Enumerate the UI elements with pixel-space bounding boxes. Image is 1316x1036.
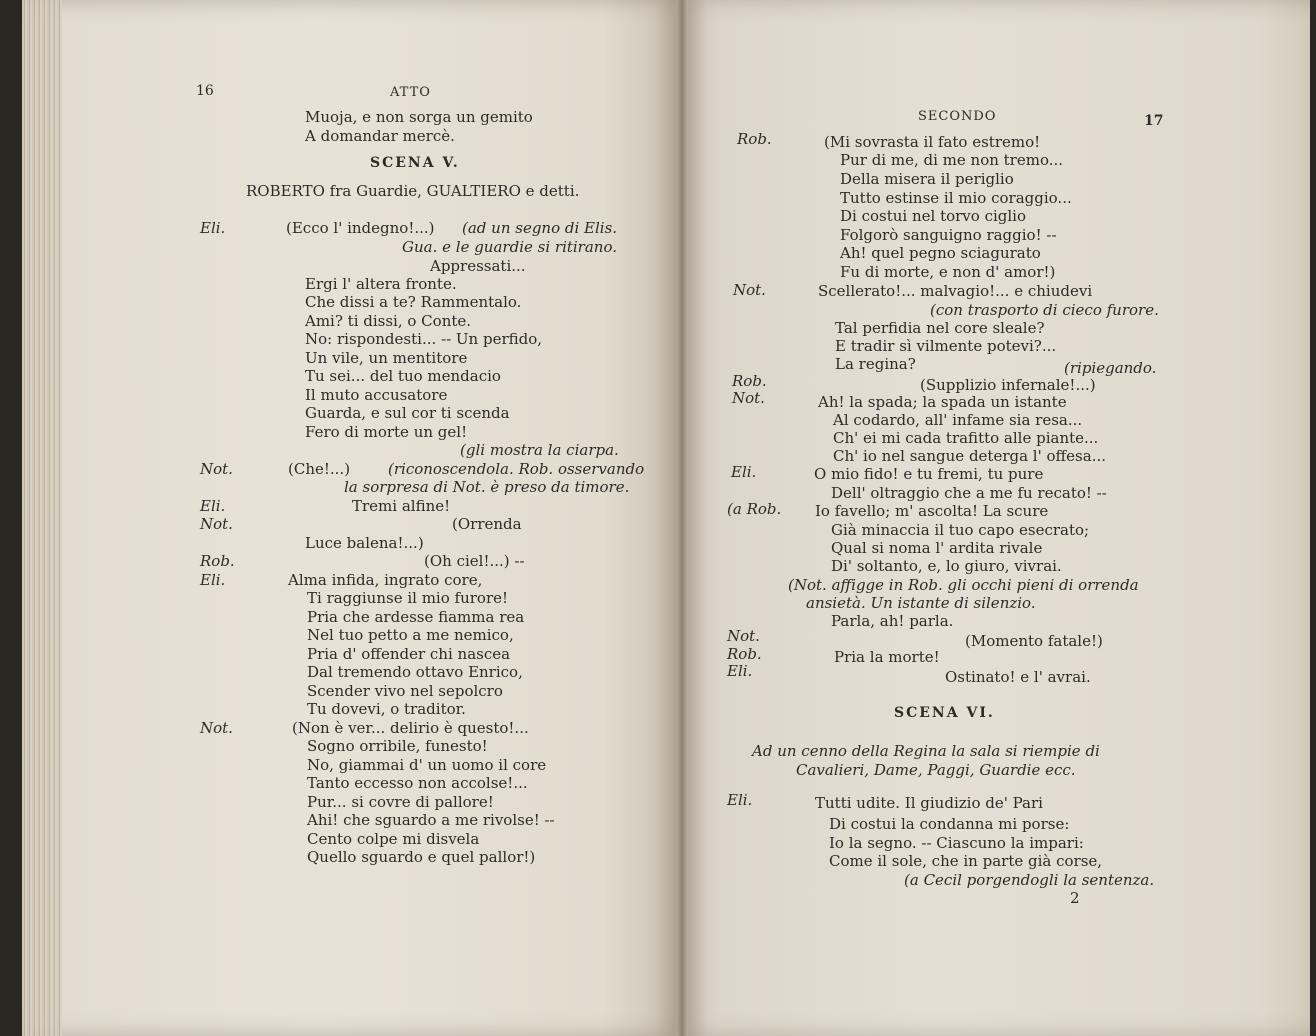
speaker-label: Not. <box>733 281 766 299</box>
verse-line: (Che!...) <box>288 460 351 478</box>
verse-line: Tremi alfine! <box>352 497 451 515</box>
stage-direction: (con trasporto di cieco furore. <box>930 301 1159 319</box>
verse-line: Tutto estinse il mio coraggio... <box>840 189 1072 207</box>
page-edges <box>22 0 62 1036</box>
stage-direction: (riconoscendola. Rob. osservando <box>388 460 645 478</box>
verse-line: Muoja, e non sorga un gemito <box>305 108 533 126</box>
verse-line: Scender vivo nel sepolcro <box>307 682 503 700</box>
verse-line: Già minaccia il tuo capo esecrato; <box>831 521 1090 539</box>
verse-line: (Orrenda <box>452 515 522 533</box>
verse-line: Un vile, un mentitore <box>305 349 468 367</box>
verse-line: Di' soltanto, e, lo giuro, vivrai. <box>831 557 1062 575</box>
verse-line: (Supplizio infernale!...) <box>920 376 1096 394</box>
scene-heading: SCENA VI. <box>894 705 995 721</box>
verse-line: Ostinato! e l' avrai. <box>945 668 1091 686</box>
verse-line: Folgorò sanguigno raggio! -- <box>840 226 1057 244</box>
verse-line: (Momento fatale!) <box>965 632 1103 650</box>
verse-line: Io la segno. -- Ciascuno la impari: <box>829 834 1084 852</box>
verse-line: O mio fido! e tu fremi, tu pure <box>814 465 1044 483</box>
stage-direction: (gli mostra la ciarpa. <box>460 441 619 459</box>
verse-line: Ti raggiunse il mio furore! <box>307 589 509 607</box>
speaker-label: Not. <box>200 460 233 478</box>
verse-line: Cento colpe mi disvela <box>307 830 480 848</box>
verse-line: Di costui la condanna mi porse: <box>829 815 1070 833</box>
verse-line: Pur di me, di me non tremo... <box>840 151 1064 169</box>
speaker-label: (a Rob. <box>727 500 782 518</box>
verse-line: Guarda, e sul cor ti scenda <box>305 404 510 422</box>
scene-heading: SCENA V. <box>370 155 460 171</box>
verse-line: (Ecco l' indegno!...) <box>286 219 435 237</box>
verse-line: Della misera il periglio <box>840 170 1014 188</box>
speaker-label: Rob. <box>732 372 767 390</box>
verse-line: Di costui nel torvo ciglio <box>840 207 1027 225</box>
speaker-label: Eli. <box>727 791 753 809</box>
verse-line: Io favello; m' ascolta! La scure <box>815 502 1049 520</box>
stage-direction: Cavalieri, Dame, Paggi, Guardie ecc. <box>796 761 1076 779</box>
verse-line: Al codardo, all' infame sia resa... <box>833 411 1083 429</box>
right-page-number: 17 <box>1144 113 1164 129</box>
verse-line: Appressati... <box>430 257 526 275</box>
verse-line: Come il sole, che in parte già corse, <box>829 852 1103 870</box>
verse-line: Luce balena!...) <box>305 534 424 552</box>
speaker-label: Not. <box>732 389 765 407</box>
verse-line: Quello sguardo e quel pallor!) <box>307 848 536 866</box>
verse-line: Tal perfidia nel core sleale? <box>835 319 1045 337</box>
verse-line: Sogno orribile, funesto! <box>307 737 488 755</box>
speaker-label: Eli. <box>731 463 757 481</box>
speaker-label: Rob. <box>727 645 762 663</box>
speaker-label: Not. <box>200 515 233 533</box>
verse-line: Nel tuo petto a me nemico, <box>307 626 514 644</box>
stage-direction: (ad un segno di Elis. <box>462 219 618 237</box>
signature-mark: 2 <box>1070 889 1080 907</box>
speaker-label: Eli. <box>200 571 226 589</box>
stage-direction: (a Cecil porgendogli la sentenza. <box>904 871 1155 889</box>
stage-direction: (ripiegando. <box>1064 359 1157 377</box>
verse-line: Ch' ei mi cada trafitto alle piante... <box>833 429 1099 447</box>
stage-direction: ansietà. Un istante di silenzio. <box>806 594 1036 612</box>
verse-line: Che dissi a te? Rammentalo. <box>305 293 522 311</box>
book-gutter <box>676 0 688 1036</box>
speaker-label: Rob. <box>737 130 772 148</box>
verse-line: E tradir sì vilmente potevi?... <box>835 337 1057 355</box>
speaker-label: Not. <box>727 627 760 645</box>
verse-line: Pur... si covre di pallore! <box>307 793 494 811</box>
verse-line: Parla, ah! parla. <box>831 612 954 630</box>
verse-line: Dal tremendo ottavo Enrico, <box>307 663 523 681</box>
left-page <box>22 0 682 1036</box>
verse-line: A domandar mercè. <box>305 127 455 145</box>
verse-line: (Non è ver... delirio è questo!... <box>292 719 529 737</box>
verse-line: Ami? ti dissi, o Conte. <box>305 312 472 330</box>
speaker-label: Rob. <box>200 552 235 570</box>
verse-line: No, giammai d' un uomo il core <box>307 756 547 774</box>
scene-cast: ROBERTO fra Guardie, GUALTIERO e detti. <box>246 182 580 200</box>
speaker-label: Eli. <box>200 219 226 237</box>
speaker-label: Eli. <box>727 662 753 680</box>
verse-line: Ah! la spada; la spada un istante <box>818 393 1067 411</box>
verse-line: Ahi! che sguardo a me rivolse! -- <box>307 811 555 829</box>
right-running-head: SECONDO <box>918 109 997 124</box>
verse-line: Il muto accusatore <box>305 386 448 404</box>
verse-line: Pria d' offender chi nascea <box>307 645 511 663</box>
left-page-number: 16 <box>196 83 214 99</box>
stage-direction: Ad un cenno della Regina la sala si riempie di <box>752 742 1100 760</box>
verse-line: La regina? <box>835 355 916 373</box>
verse-line: Pria la morte! <box>834 648 940 666</box>
verse-line: (Mi sovrasta il fato estremo! <box>824 133 1041 151</box>
verse-line: Fero di morte un gel! <box>305 423 468 441</box>
verse-line: Pria che ardesse fiamma rea <box>307 608 525 626</box>
verse-line: Tutti udite. Il giudizio de' Pari <box>815 794 1043 812</box>
verse-line: Ergi l' altera fronte. <box>305 275 457 293</box>
verse-line: Ah! quel pegno sciagurato <box>840 244 1041 262</box>
verse-line: Qual si noma l' ardita rivale <box>831 539 1043 557</box>
verse-line: Fu di morte, e non d' amor!) <box>840 263 1056 281</box>
verse-line: Tu sei... del tuo mendacio <box>305 367 501 385</box>
verse-line: Scellerato!... malvagio!... e chiudevi <box>818 282 1093 300</box>
verse-line: Tu dovevi, o traditor. <box>307 700 466 718</box>
speaker-label: Not. <box>200 719 233 737</box>
verse-line: No: rispondesti... -- Un perfido, <box>305 330 543 348</box>
left-running-head: ATTO <box>390 85 431 100</box>
verse-line: (Oh ciel!...) -- <box>424 552 525 570</box>
verse-line: Dell' oltraggio che a me fu recato! -- <box>831 484 1107 502</box>
verse-line: Tanto eccesso non accolse!... <box>307 774 528 792</box>
verse-line: Ch' io nel sangue deterga l' offesa... <box>833 447 1107 465</box>
stage-direction: la sorpresa di Not. è preso da timore. <box>344 478 630 496</box>
stage-direction: Gua. e le guardie si ritirano. <box>402 238 617 256</box>
stage-direction: (Not. affigge in Rob. gli occhi pieni di orrenda <box>788 576 1139 594</box>
speaker-label: Eli. <box>200 497 226 515</box>
verse-line: Alma infida, ingrato core, <box>288 571 483 589</box>
